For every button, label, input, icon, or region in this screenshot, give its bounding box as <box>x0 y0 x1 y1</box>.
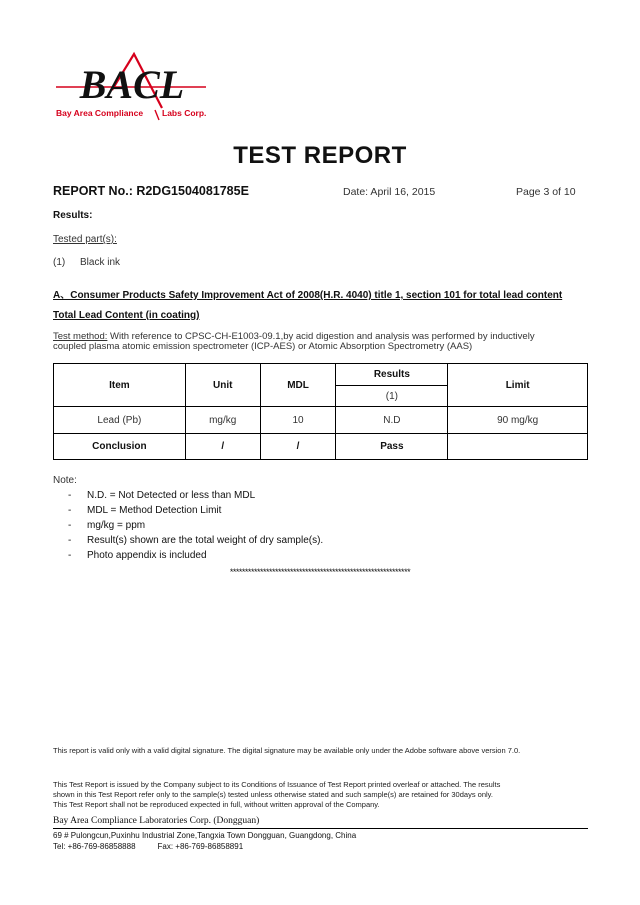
cell-result: N.D <box>336 407 448 434</box>
cell-item: Lead (Pb) <box>54 407 186 434</box>
header-limit: Limit <box>448 364 588 407</box>
subheading: Total Lead Content (in coating) <box>53 310 200 321</box>
terms-note: This Test Report is issued by the Company subject to its Conditions of Issuance of Test Report printed overleaf or attached. The results shown in this Test Report refer only to the sample(s) tested unless otherwise stated and such sample(s) are retained for 30days only. This Test Report shall not be reproduced expected in full, without written approval of the Company. <box>53 780 501 809</box>
notes-title: Note: <box>53 475 77 486</box>
test-method-label: Test method: <box>53 331 108 342</box>
conclusion-result: Pass <box>336 434 448 460</box>
conclusion-unit: / <box>185 434 260 460</box>
conclusion-limit <box>448 434 588 460</box>
page-number: Page 3 of 10 <box>516 186 576 198</box>
cell-limit: 90 mg/kg <box>448 407 588 434</box>
results-table <box>53 363 588 460</box>
bacl-logo <box>52 50 212 122</box>
footer-address: 69 # Pulongcun,Puxinhu Industrial Zone,Tangxia Town Dongguan, Guangdong, China <box>53 831 357 840</box>
tested-parts-label: Tested part(s): <box>53 234 117 245</box>
note-item: - Photo appendix is included <box>68 550 207 561</box>
report-date: Date: April 16, 2015 <box>343 186 436 198</box>
header-results: Results <box>336 364 448 386</box>
footer-fax: Fax: +86-769-86858891 <box>157 842 244 851</box>
header-results-sub: (1) <box>336 386 448 407</box>
test-method-line1: With reference to CPSC-CH-E1003-09.1,by acid digestion and analysis was performed by inductively <box>107 331 535 342</box>
note-item: - MDL = Method Detection Limit <box>68 505 222 516</box>
part-name: Black ink <box>80 257 121 268</box>
footer-divider <box>53 828 588 829</box>
note-item: - Result(s) shown are the total weight of dry sample(s). <box>68 535 324 546</box>
cell-unit: mg/kg <box>185 407 260 434</box>
header-item: Item <box>54 364 186 407</box>
logo-company-left: Bay Area Compliance <box>56 108 144 118</box>
conclusion-mdl: / <box>260 434 336 460</box>
report-title: TEST REPORT <box>233 142 407 169</box>
footer-tel: Tel: +86-769-86858888 <box>53 842 136 851</box>
logo-text: BACL <box>79 62 185 107</box>
logo-company-right: Labs Corp. <box>162 108 207 118</box>
footer-address-block <box>53 830 356 852</box>
bacl-logo-graphic <box>52 50 212 122</box>
cell-mdl: 10 <box>260 407 336 434</box>
validity-note: This report is valid only with a valid digital signature. The digital signature may be available only under the Adobe software above version 7.0. <box>53 746 521 755</box>
note-item: - mg/kg = ppm <box>68 520 146 531</box>
report-number: REPORT No.: R2DG1504081785E <box>53 184 249 198</box>
notes <box>53 473 323 563</box>
header-unit: Unit <box>185 364 260 407</box>
footer-company: Bay Area Compliance Laboratories Corp. (Dongguan) <box>53 816 260 826</box>
conclusion-label: Conclusion <box>54 434 186 460</box>
conclusion-row <box>54 434 588 460</box>
test-method <box>53 332 535 352</box>
end-separator: ************************************************************ <box>229 567 411 577</box>
note-item: - N.D. = Not Detected or less than MDL <box>68 490 256 501</box>
header-mdl: MDL <box>260 364 336 407</box>
part-number: (1) <box>53 257 66 268</box>
table-row <box>54 407 588 434</box>
results-label: Results: <box>53 210 93 221</box>
test-method-line2: coupled plasma atomic emission spectrometer (ICP-AES) or Atomic Absorption Spectrometry (AAS) <box>53 341 473 352</box>
section-heading: A、Consumer Products Safety Improvement Act of 2008(H.R. 4040) title 1, section 101 for total lead content <box>53 290 563 301</box>
